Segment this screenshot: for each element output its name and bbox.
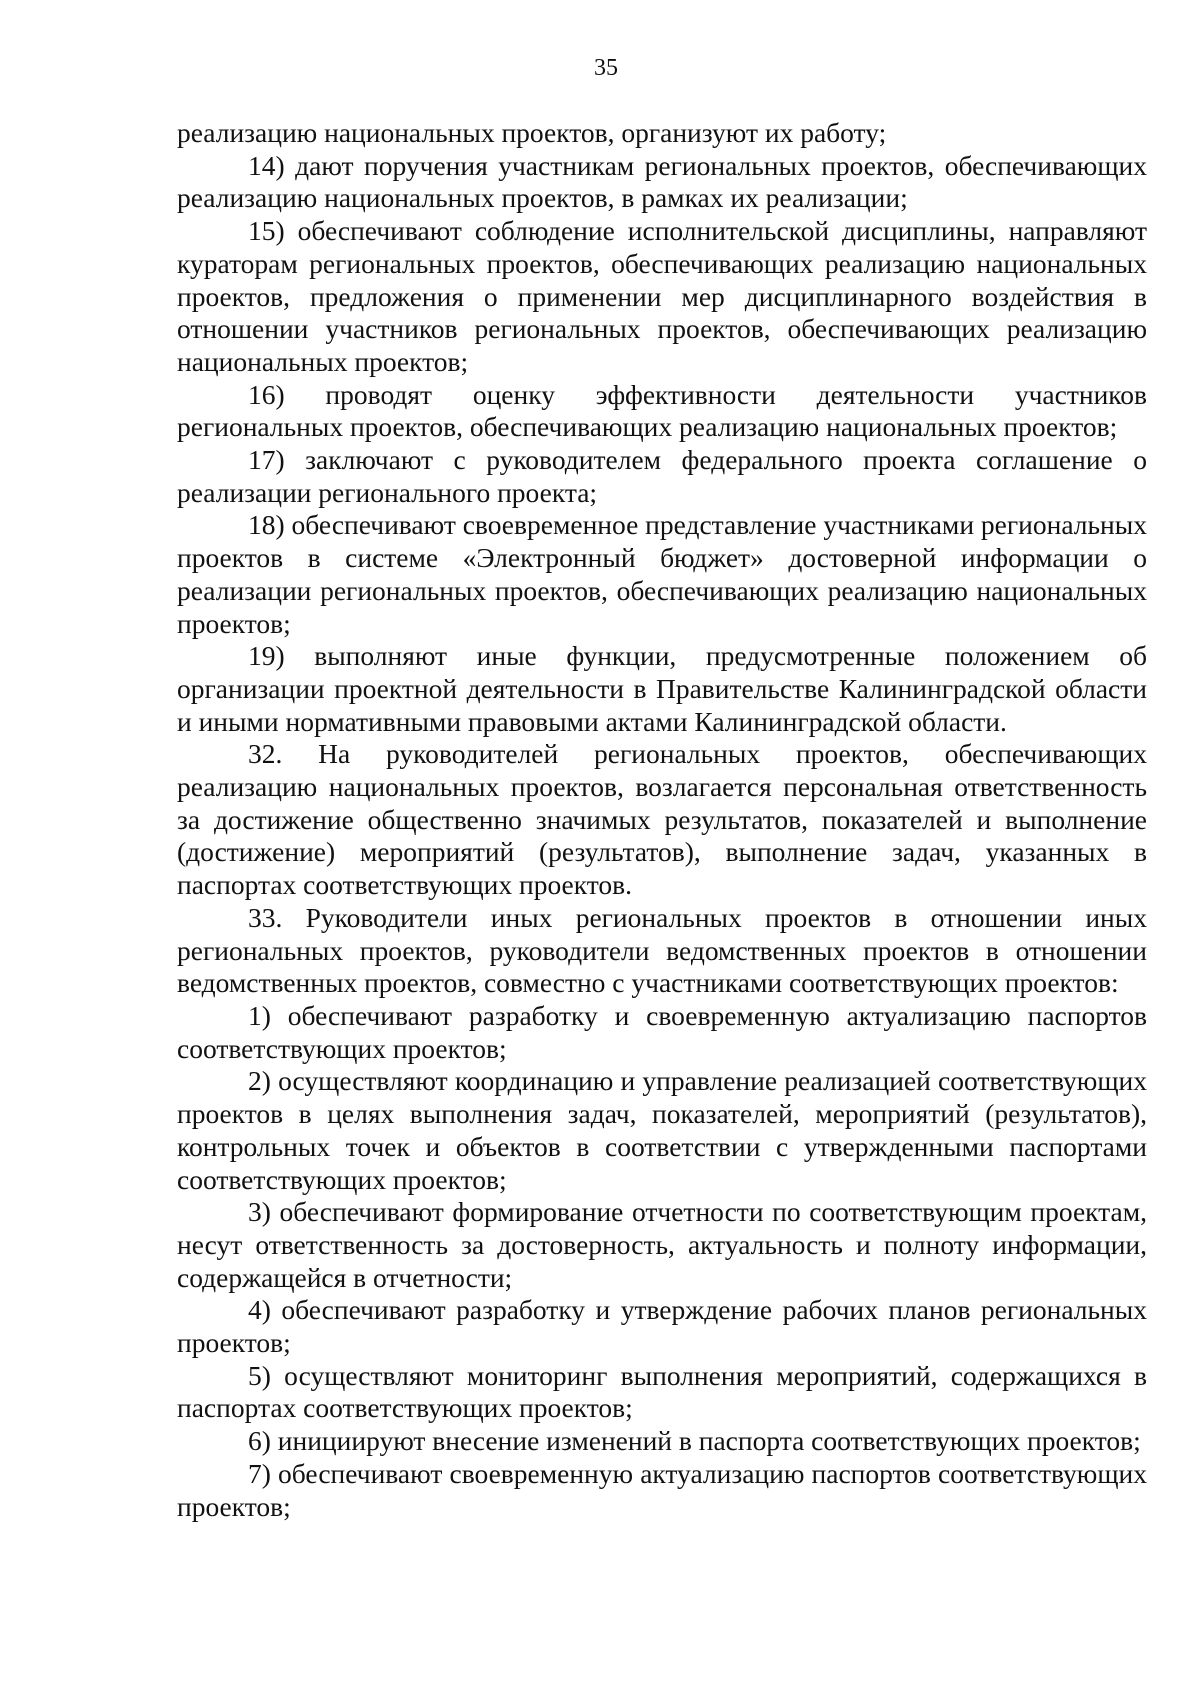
page-number: 35 (594, 55, 618, 81)
paragraph-section-32: 32. На руководителей региональных проектов, обеспечивающих реализацию национальных проектов, возлагается персональная ответственность за достижение общественно значимых результатов, показателей и выполнение (достижение) мероприятий (результатов), выполнение задач, указанных в паспортах соответствующих проектов. (177, 738, 1147, 901)
paragraph-subitem-2: 2) осуществляют координацию и управление реализацией соответствующих проектов в целях выполнения задач, показателей, мероприятий (результатов), контрольных точек и объектов в соответствии с утвержденными паспортами соответствующих проектов; (177, 1065, 1147, 1195)
document-body (177, 117, 1147, 1523)
paragraph-subitem-6: 6) инициируют внесение изменений в паспорта соответствующих проектов; (248, 1425, 1141, 1457)
paragraph-subitem-5: 5) осуществляют мониторинг выполнения мероприятий, содержащихся в паспортах соответствующих проектов; (177, 1359, 1147, 1424)
paragraph-subitem-3: 3) обеспечивают формирование отчетности по соответствующим проектам, несут ответственность за достоверность, актуальность и полноту информации, содержащейся в отчетности; (177, 1196, 1147, 1293)
paragraph-continuation: реализацию национальных проектов, организуют их работу; (177, 117, 887, 148)
paragraph-item-14: 14) дают поручения участникам региональных проектов, обеспечивающих реализацию национальных проектов, в рамках их реализации; (177, 149, 1147, 214)
paragraph-subitem-7: 7) обеспечивают своевременную актуализацию паспортов соответствующих проектов; (177, 1457, 1147, 1522)
paragraph-subitem-1: 1) обеспечивают разработку и своевременную актуализацию паспортов соответствующих проектов; (177, 999, 1147, 1064)
paragraph-item-17: 17) заключают с руководителем федерального проекта соглашение о реализации регионального проекта; (177, 444, 1147, 508)
paragraph-section-33: 33. Руководители иных региональных проектов в отношении иных региональных проектов, руководители ведомственных проектов в отношении ведомственных проектов, совместно с участниками соответствующих проектов: (177, 901, 1147, 999)
paragraph-item-15: 15) обеспечивают соблюдение исполнительской дисциплины, направляют кураторам региональных проектов, обеспечивающих реализацию национальных проектов, предложения о применении мер дисциплинарного воздействия в отношении участников региональных проектов, обеспечивающих реализацию национальных проектов; (177, 215, 1147, 377)
paragraph-item-16: 16) проводят оценку эффективности деятельности участников региональных проектов, обеспечивающих реализацию национальных проектов; (177, 378, 1147, 443)
paragraph-subitem-4: 4) обеспечивают разработку и утверждение рабочих планов региональных проектов; (177, 1294, 1147, 1359)
paragraph-item-18: 18) обеспечивают своевременное представление участниками региональных проектов в системе «Электронный бюджет» достоверной информации о реализации региональных проектов, обеспечивающих реализацию национальных проектов; (177, 509, 1147, 639)
paragraph-item-19: 19) выполняют иные функции, предусмотренные положением об организации проектной деятельности в Правительстве Калининградской области и иными нормативными правовыми актами Калининградской области. (177, 640, 1147, 737)
